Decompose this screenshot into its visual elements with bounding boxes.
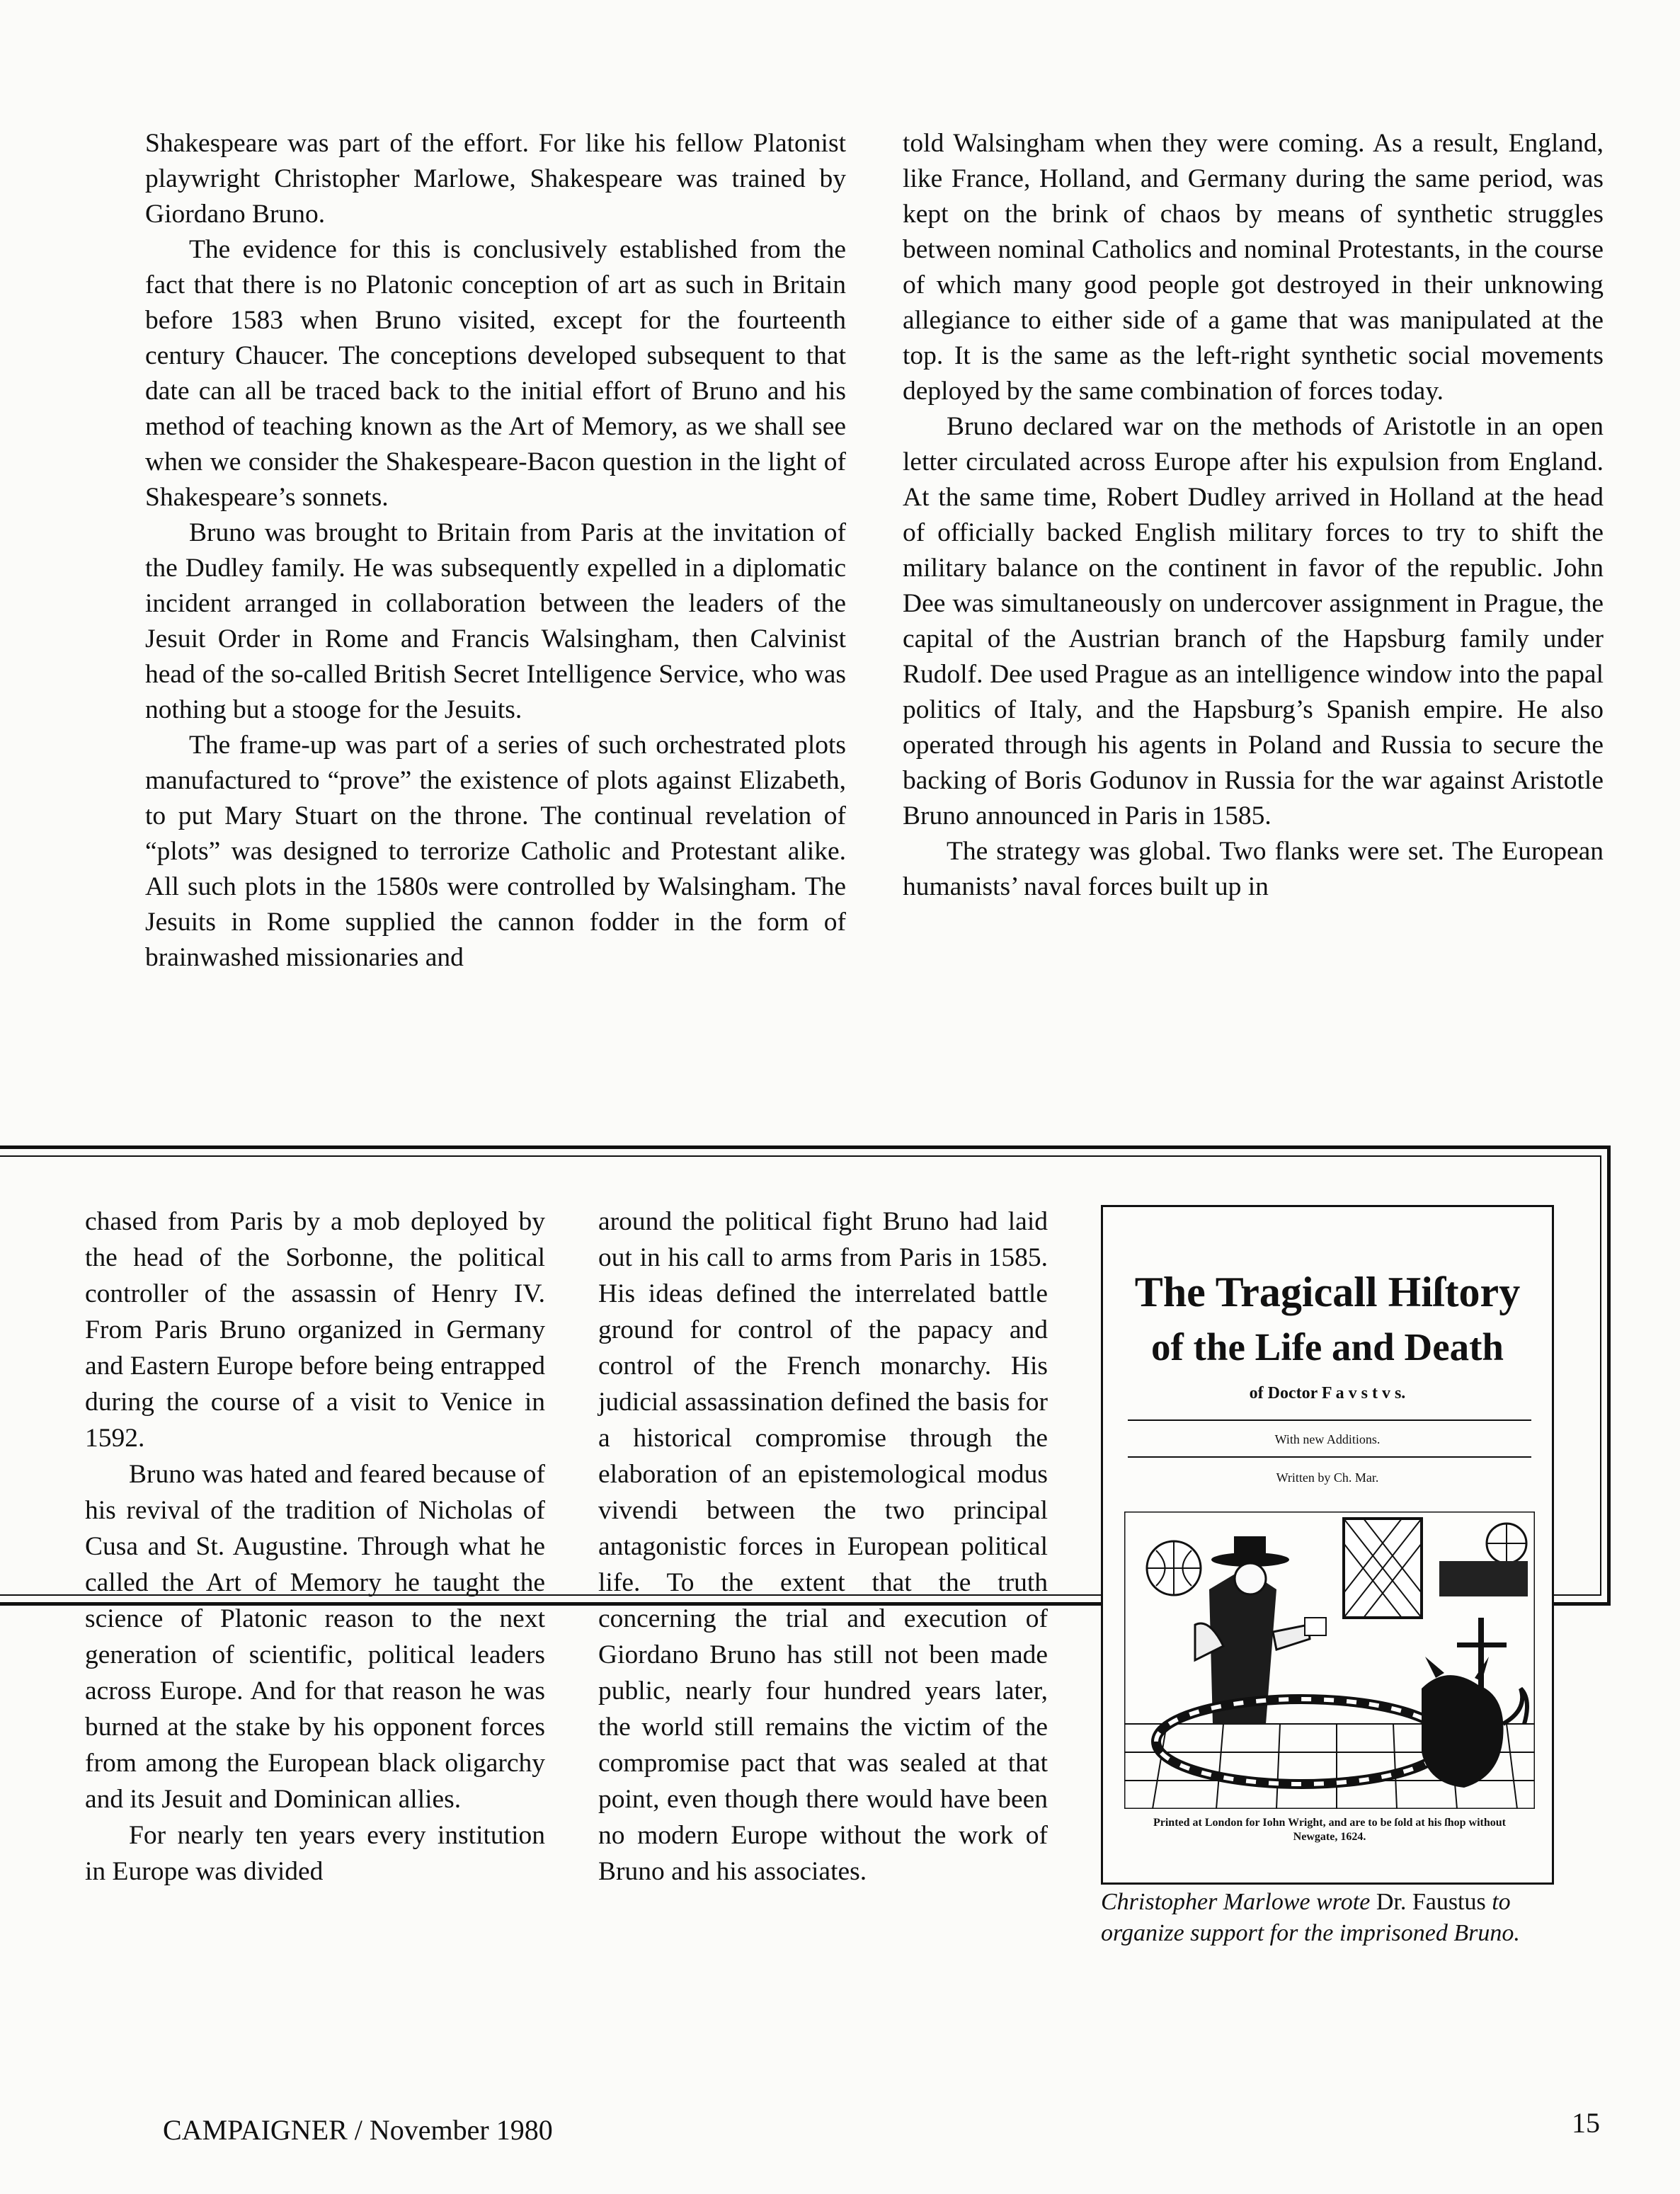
paragraph: Bruno was hated and feared because of his revival of the tradition of Nicholas of Cusa and St. Augustine. Through what he called the Art of Memory he taught the science of Platonic reason to the next generation of scientific, political leaders across Europe. And for that reason he was burned at the stake by his opponent forces from among the European black oligarchy and its Jesuit and Dominican allies. [85, 1460, 545, 1814]
paragraph: around the political fight Bruno had laid out in his call to arms from Paris in 1585. His ideas defined the interrelated battle ground for control of the papacy and control of the French monarchy. His judicial assassination defined the basis for a historical compromise through the elaboration of an epistemological modus vivendi between the two principal antagonistic forces in European political life. To the extent that the truth concerning the trial and execution of Giordano Bruno has still not been made public, nearly four hundred years later, the world still remains the victim of the compromise pact that was sealed at that point, even though there would have been no modern Europe without the work of Bruno and his associates. [598, 1207, 1048, 1886]
caption-text: to organize support for the imprisoned Bruno. [1101, 1889, 1520, 1946]
title-page-author: Written by Ch. Mar. [1276, 1470, 1379, 1485]
paragraph: chased from Paris by a mob deployed by the head of the Sorbonne, the political controller of the assassin of Henry IV. From Paris Bruno organized in Germany and Eastern Europe before being entrapped during the course of a visit to Venice in 1592. [85, 1207, 545, 1453]
paragraph: The evidence for this is conclusively established from the fact that there is no Platonic conception of art as such in Britain before 1583 when Bruno visited, except for the fourteenth century Chaucer. The conceptions developed subsequent to that date can all be traced back to the initial effort of Bruno and his method of teaching known as the Art of Memory, as we shall see when we consider the Shakespeare-Bacon question in the light of Shakespeare’s sonnets. [145, 235, 846, 512]
paragraph: Shakespeare was part of the effort. For like his fellow Platonist playwright Christopher Marlowe, Shakespeare was trained by Giordano Bruno. [145, 129, 846, 229]
paragraph: Bruno declared war on the methods of Aristotle in an open letter circulated across Europe after his expulsion from England. At the same time, Robert Dudley arrived in Holland at the head of officially backed English military forces to try to shift the military balance on the continent in favor of the republic. John Dee was simultaneously on undercover assignment in Prague, the capital of the Austrian branch of the Hapsburg family under Rudolf. Dee used Prague as an intelligence window into the papal politics of Italy, and the Hapsburg’s Spanish empire. He also operated through his agents in Poland and Russia to secure the backing of Boris Godunov in Russia for the war against Aristotle Bruno announced in Paris in 1585. [903, 412, 1604, 830]
box-left-column [85, 1204, 545, 1890]
caption-play-title: Dr. Faustus [1376, 1889, 1486, 1915]
title-page [1101, 1205, 1554, 1885]
paragraph: For nearly ten years every institution in Europe was divided [85, 1821, 545, 1886]
woodcut-illustration [1124, 1512, 1535, 1809]
paragraph: told Walsingham when they were coming. As a result, England, like France, Holland, and Germany during the same period, was kept on the brink of chaos by means of synthetic struggles between nominal Catholics and nominal Protestants, in the course of which many good people got destroyed in their unknowing allegiance to either side of a game that was manipulated at the top. It is the same as the left-right synthetic social movements deployed by the same combination of forces today. [903, 129, 1604, 406]
title-page-line-1: The Tragicall Hiſtory [1134, 1269, 1521, 1315]
paragraph: The frame-up was part of a series of such orchestrated plots manufactured to “prove” the existence of plots against Elizabeth, to put Mary Stuart on the throne. The continual revelation of “plots” was designed to terrorize Catholic and Protestant alike. All such plots in the 1580s were controlled by Walsingham. The Jesuits in Rome supplied the cannon fodder in the form of brainwashed missionaries and [145, 731, 846, 972]
footer-publication: CAMPAIGNER / November 1980 [163, 2114, 553, 2146]
paragraph: The strategy was global. Two flanks were set. The European humanists’ naval forces built up in [903, 837, 1604, 901]
title-page-rule [1128, 1456, 1531, 1458]
box-top-rule-thick [0, 1145, 1611, 1149]
title-page-rule [1128, 1419, 1531, 1421]
title-page-additions: With new Additions. [1274, 1432, 1381, 1446]
top-right-column [903, 126, 1604, 905]
figure-caption [1101, 1887, 1554, 1949]
title-page-imprint: Printed at London for Iohn Wright, and are to be ſold at his ſhop without Newgate, 1624. [1153, 1817, 1507, 1843]
caption-text: Christopher Marlowe wrote [1101, 1889, 1371, 1915]
faustus-title-page-figure [1101, 1205, 1554, 1843]
box-right-rule-thin [1600, 1155, 1601, 1596]
paragraph: Bruno was brought to Britain from Paris at the invitation of the Dudley family. He was subsequently expelled in a diplomatic incident arranged in collaboration between the leaders of the Jesuit Order in Rome and Francis Walsingham, then Calvinist head of the so-called British Secret Intelligence Service, who was nothing but a stooge for the Jesuits. [145, 518, 846, 724]
box-right-rule-thick [1607, 1145, 1611, 1606]
title-page-line-3: of Doctor F a v s t v s. [1249, 1384, 1406, 1402]
title-page-line-2: of the Life and Death [1150, 1325, 1504, 1369]
top-left-column [145, 126, 846, 976]
page-number: 15 [1572, 2107, 1600, 2139]
box-top-rule-thin [0, 1155, 1601, 1157]
box-middle-column [598, 1204, 1048, 1890]
